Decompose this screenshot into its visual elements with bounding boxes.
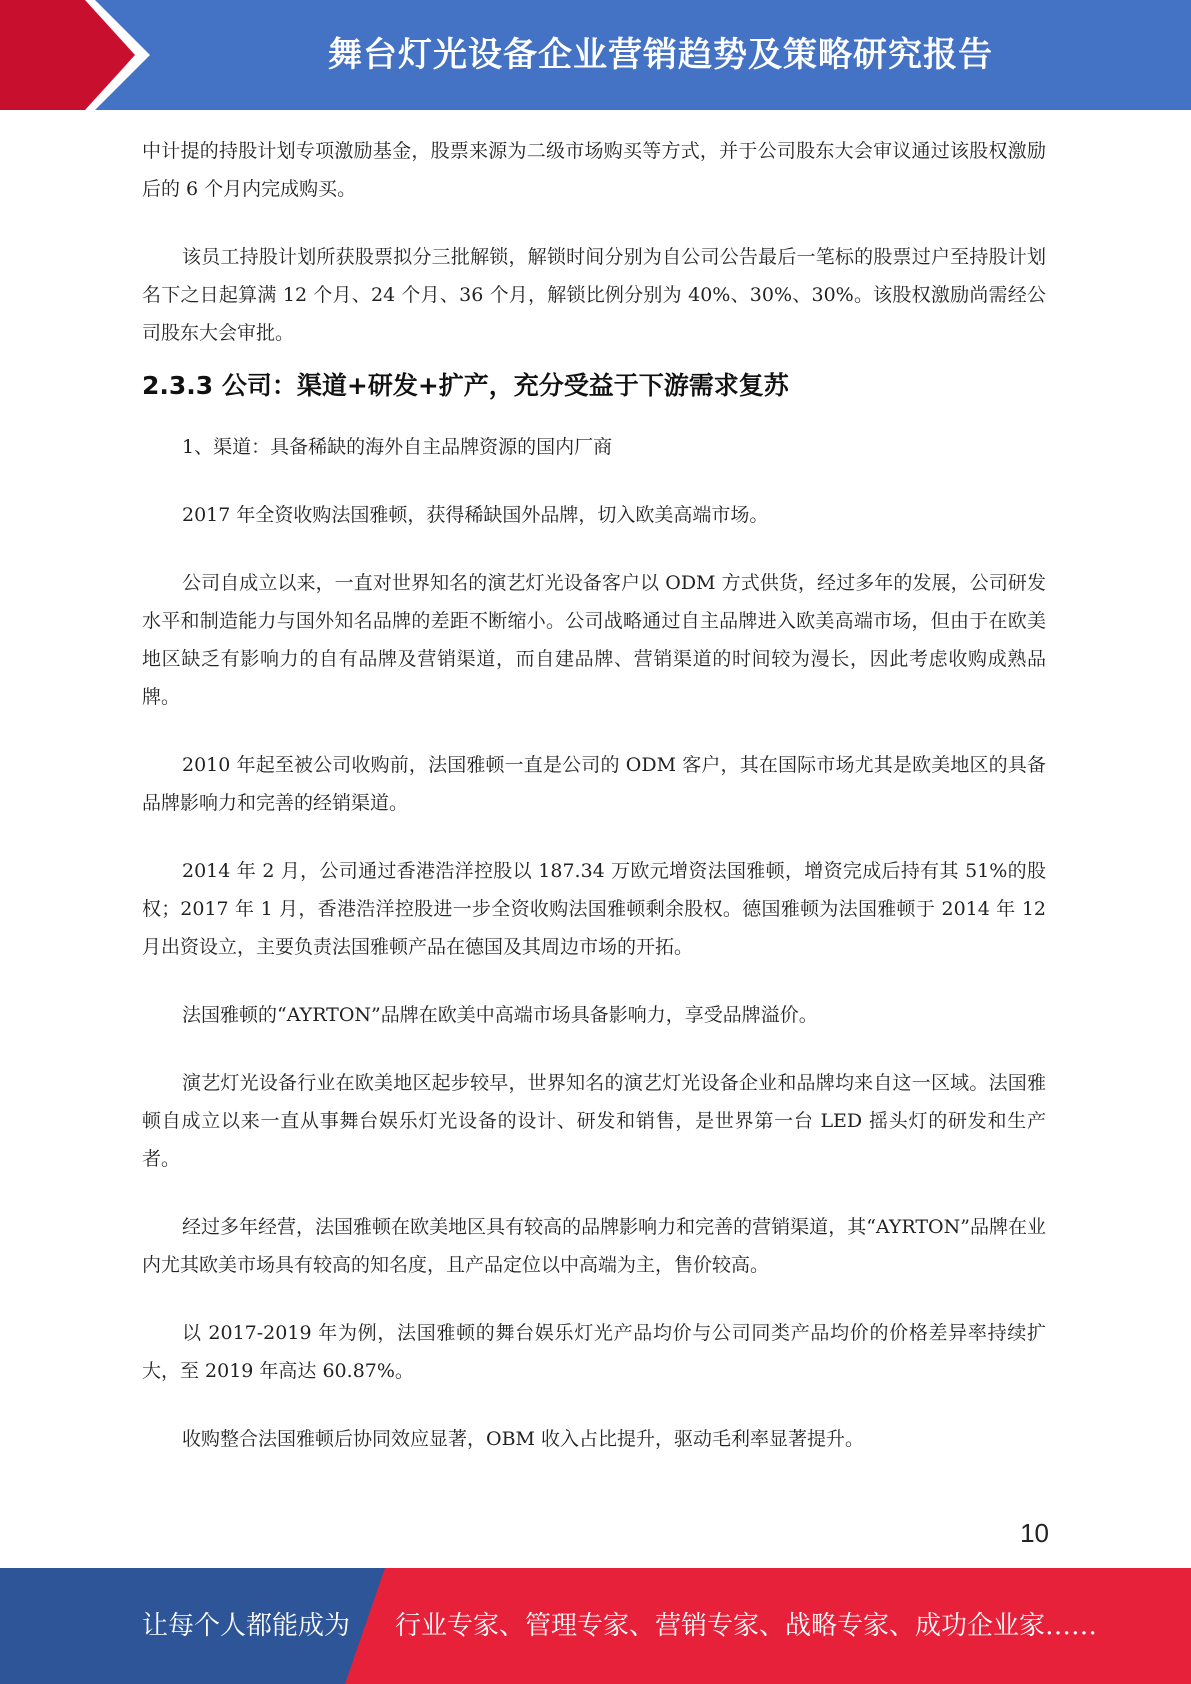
paragraph-subheading: 1、渠道：具备稀缺的海外自主品牌资源的国内厂商 [182, 436, 613, 458]
report-title: 舞台灯光设备企业营销趋势及策略研究报告 [328, 35, 993, 75]
page-header-banner [0, 0, 1191, 110]
paragraph: 收购整合法国雅顿后协同效应显著，OBM 收入占比提升，驱动毛利率显著提升。 [182, 1428, 865, 1450]
paragraph: 以 2017-2019 年为例，法国雅顿的舞台娱乐灯光产品均价与公司同类产品均价的价格差异率持续扩大，至 2019 年高达 60.87%。 [142, 1322, 1046, 1382]
paragraph: 该员工持股计划所获股票拟分三批解锁，解锁时间分别为自公司公告最后一笔标的股票过户至持股计划名下之日起算满 12 个月、24 个月、36 个月，解锁比例分别为 40%、30%、30%。该股权激励尚需经公司股东大会审批。 [142, 246, 1046, 344]
document-body [142, 132, 1046, 1458]
paragraph: 演艺灯光设备行业在欧美地区起步较早，世界知名的演艺灯光设备企业和品牌均来自这一区域。法国雅顿自成立以来一直从事舞台娱乐灯光设备的设计、研发和销售，是世界第一台 LED 摇头灯的研发和生产者。 [142, 1072, 1046, 1170]
paragraph: 2010 年起至被公司收购前，法国雅顿一直是公司的 ODM 客户，其在国际市场尤其是欧美地区的具备品牌影响力和完善的经销渠道。 [142, 754, 1046, 814]
paragraph: 经过多年经营，法国雅顿在欧美地区具有较高的品牌影响力和完善的营销渠道，其“AYRTON”品牌在业内尤其欧美市场具有较高的知名度，且产品定位以中高端为主，售价较高。 [142, 1216, 1046, 1276]
paragraph: 2014 年 2 月，公司通过香港浩洋控股以 187.34 万欧元增资法国雅顿，增资完成后持有其 51%的股权；2017 年 1 月，香港浩洋控股进一步全资收购法国雅顿剩余股权。德国雅顿为法国雅顿于 2014 年 12 月出资设立，主要负责法国雅顿产品在德国及其周边市场的开拓。 [142, 860, 1046, 958]
paragraph: 2017 年全资收购法国雅顿，获得稀缺国外品牌，切入欧美高端市场。 [182, 504, 769, 526]
footer-slogan-left: 让每个人都能成为 [142, 1611, 351, 1641]
paragraph: 公司自成立以来，一直对世界知名的演艺灯光设备客户以 ODM 方式供货，经过多年的发展，公司研发水平和制造能力与国外知名品牌的差距不断缩小。公司战略通过自主品牌进入欧美高端市场，但由于在欧美地区缺乏有影响力的自有品牌及营销渠道，而自建品牌、营销渠道的时间较为漫长，因此考虑收购成熟品牌。 [142, 572, 1046, 708]
footer-slogan-right: 行业专家、管理专家、营销专家、战略专家、成功企业家…… [395, 1611, 1098, 1641]
section-heading: 2.3.3 公司：渠道+研发+扩产，充分受益于下游需求复苏 [142, 371, 789, 400]
header-chevron-red-decoration [0, 0, 135, 110]
paragraph: 法国雅顿的“AYRTON”品牌在欧美中高端市场具备影响力，享受品牌溢价。 [182, 1004, 818, 1026]
page-number: 10 [1020, 1518, 1049, 1548]
paragraph: 中计提的持股计划专项激励基金，股票来源为二级市场购买等方式，并于公司股东大会审议通过该股权激励后的 6 个月内完成购买。 [142, 140, 1046, 200]
page-footer-banner [0, 1568, 1191, 1684]
